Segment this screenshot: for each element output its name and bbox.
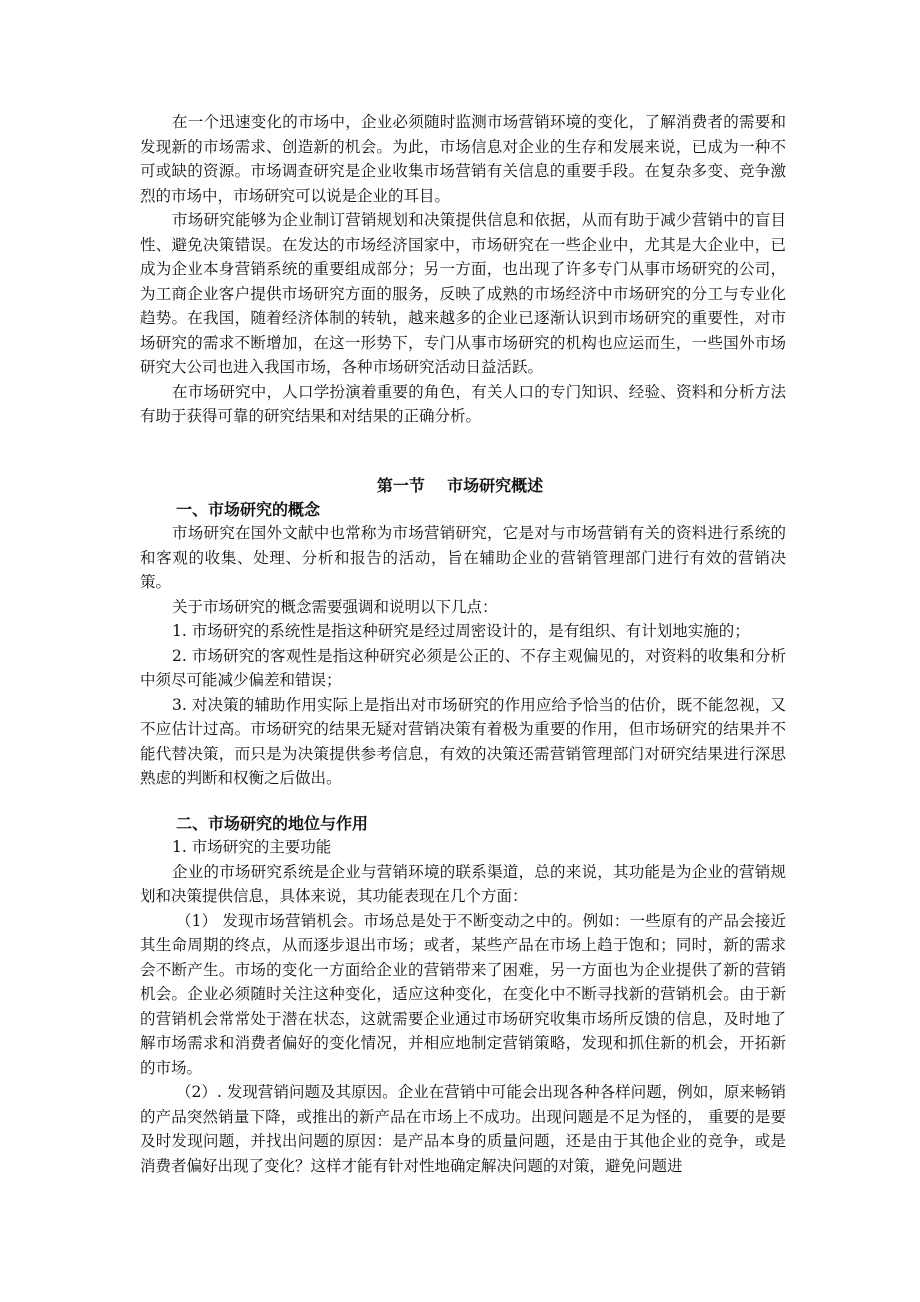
concept-item-3: 3. 对决策的辅助作用实际上是指出对市场研究的作用应给予恰当的估价，既不能忽视，又不应估计过高。市场研究的结果无疑对营销决策有着极为重要的作用，但市场研究的结果并不能代替决策，而只是为决策提供参考信息，有效的决策还需营销管理部门对研究结果进行深思熟虑的判断和权衡之后做出。 xyxy=(140,695,786,787)
role-paragraph-1: 企业的市场研究系统是企业与营销环境的联系渠道，总的来说，其功能是为企业的营销规划和决策提供信息，具体来说，其功能表现在几个方面： xyxy=(140,862,786,905)
intro-section xyxy=(140,110,786,429)
concept-paragraph-2: 关于市场研究的概念需要强调和说明以下几点： xyxy=(172,597,498,616)
heading-concept: 一、市场研究的概念 xyxy=(176,500,321,519)
heading-role: 二、市场研究的地位与作用 xyxy=(176,814,369,833)
concept-item-2: 2. 市场研究的客观性是指这种研究必须是公正的、不存主观偏见的，对资料的收集和分析中须尽可能减少偏差和错误； xyxy=(140,646,786,689)
intro-paragraph-1: 在一个迅速变化的市场中，企业必须随时监测市场营销环境的变化，了解消费者的需要和发现新的市场需求、创造新的机会。为此，市场信息对企业的生存和发展来说，已成为一种不可或缺的资源。市场调查研究是企业收集市场营销有关信息的重要手段。在复杂多变、竞争激烈的市场中，市场研究可以说是企业的耳目。 xyxy=(140,113,786,205)
intro-paragraph-3: 在市场研究中，人口学扮演着重要的角色，有关人口的专门知识、经验、资料和分析方法有助于获得可靠的研究结果和对结果的正确分析。 xyxy=(140,382,786,425)
role-paragraph-3: （2）. 发现营销问题及其原因。企业在营销中可能会出现各种各样问题，例如，原来畅销的产品突然销量下降，或推出的新产品在市场上不成功。出现问题是不足为怪的， 重要的是要及时发现问题，并找出问题的原因：是产品本身的质量问题，还是由于其他企业的竞争，或是消费者偏好出现了变化？这样才能有针对性地确定解决问题的对策，避免问题进 xyxy=(140,1083,786,1175)
role-section xyxy=(140,835,786,1178)
concept-section xyxy=(140,521,786,791)
role-subheading-1: 1. 市场研究的主要功能 xyxy=(172,838,332,856)
role-paragraph-2: （1） 发现市场营销机会。市场总是处于不断变动之中的。例如：一些原有的产品会接近其生命周期的终点，从而逐步退出市场；或者，某些产品在市场上趋于饱和；同时，新的需求会不断产生。市场的变化一方面给企业的营销带来了困难，另一方面也为企业提供了新的营销机会。企业必须随时关注这种变化，适应这种变化，在变化中不断寻找新的营销机会。由于新的营销机会常常处于潜在状态，这就需要企业通过市场研究收集市场所反馈的信息，及时地了解市场需求和消费者偏好的变化情况，并相应地制定营销策略，发现和抓住新的机会，开拓新的市场。 xyxy=(140,911,786,1077)
concept-item-1: 1. 市场研究的系统性是指这种研究是经过周密设计的，是有组织、有计划地实施的； xyxy=(172,622,750,640)
section-title: 第一节 市场研究概述 xyxy=(376,476,544,495)
concept-paragraph-1: 市场研究在国外文献中也常称为市场营销研究，它是对与市场营销有关的资料进行系统的和客观的收集、处理、分析和报告的活动，旨在辅助企业的营销管理部门进行有效的营销决策。 xyxy=(140,524,786,591)
intro-paragraph-2: 市场研究能够为企业制订营销规划和决策提供信息和依据，从而有助于减少营销中的盲目性、避免决策错误。在发达的市场经济国家中，市场研究在一些企业中，尤其是大企业中，已成为企业本身营销系统的重要组成部分；另一方面，也出现了许多专门从事市场研究的公司，为工商企业客户提供市场研究方面的服务，反映了成熟的市场经济中市场研究的分工与专业化趋势。在我国，随着经济体制的转轨，越来越多的企业已逐渐认识到市场研究的重要性，对市场研究的需求不断增加，在这一形势下，专门从事市场研究的机构也应运而生，一些国外市场研究大公司也进入我国市场，各种市场研究活动日益活跃。 xyxy=(140,211,786,376)
